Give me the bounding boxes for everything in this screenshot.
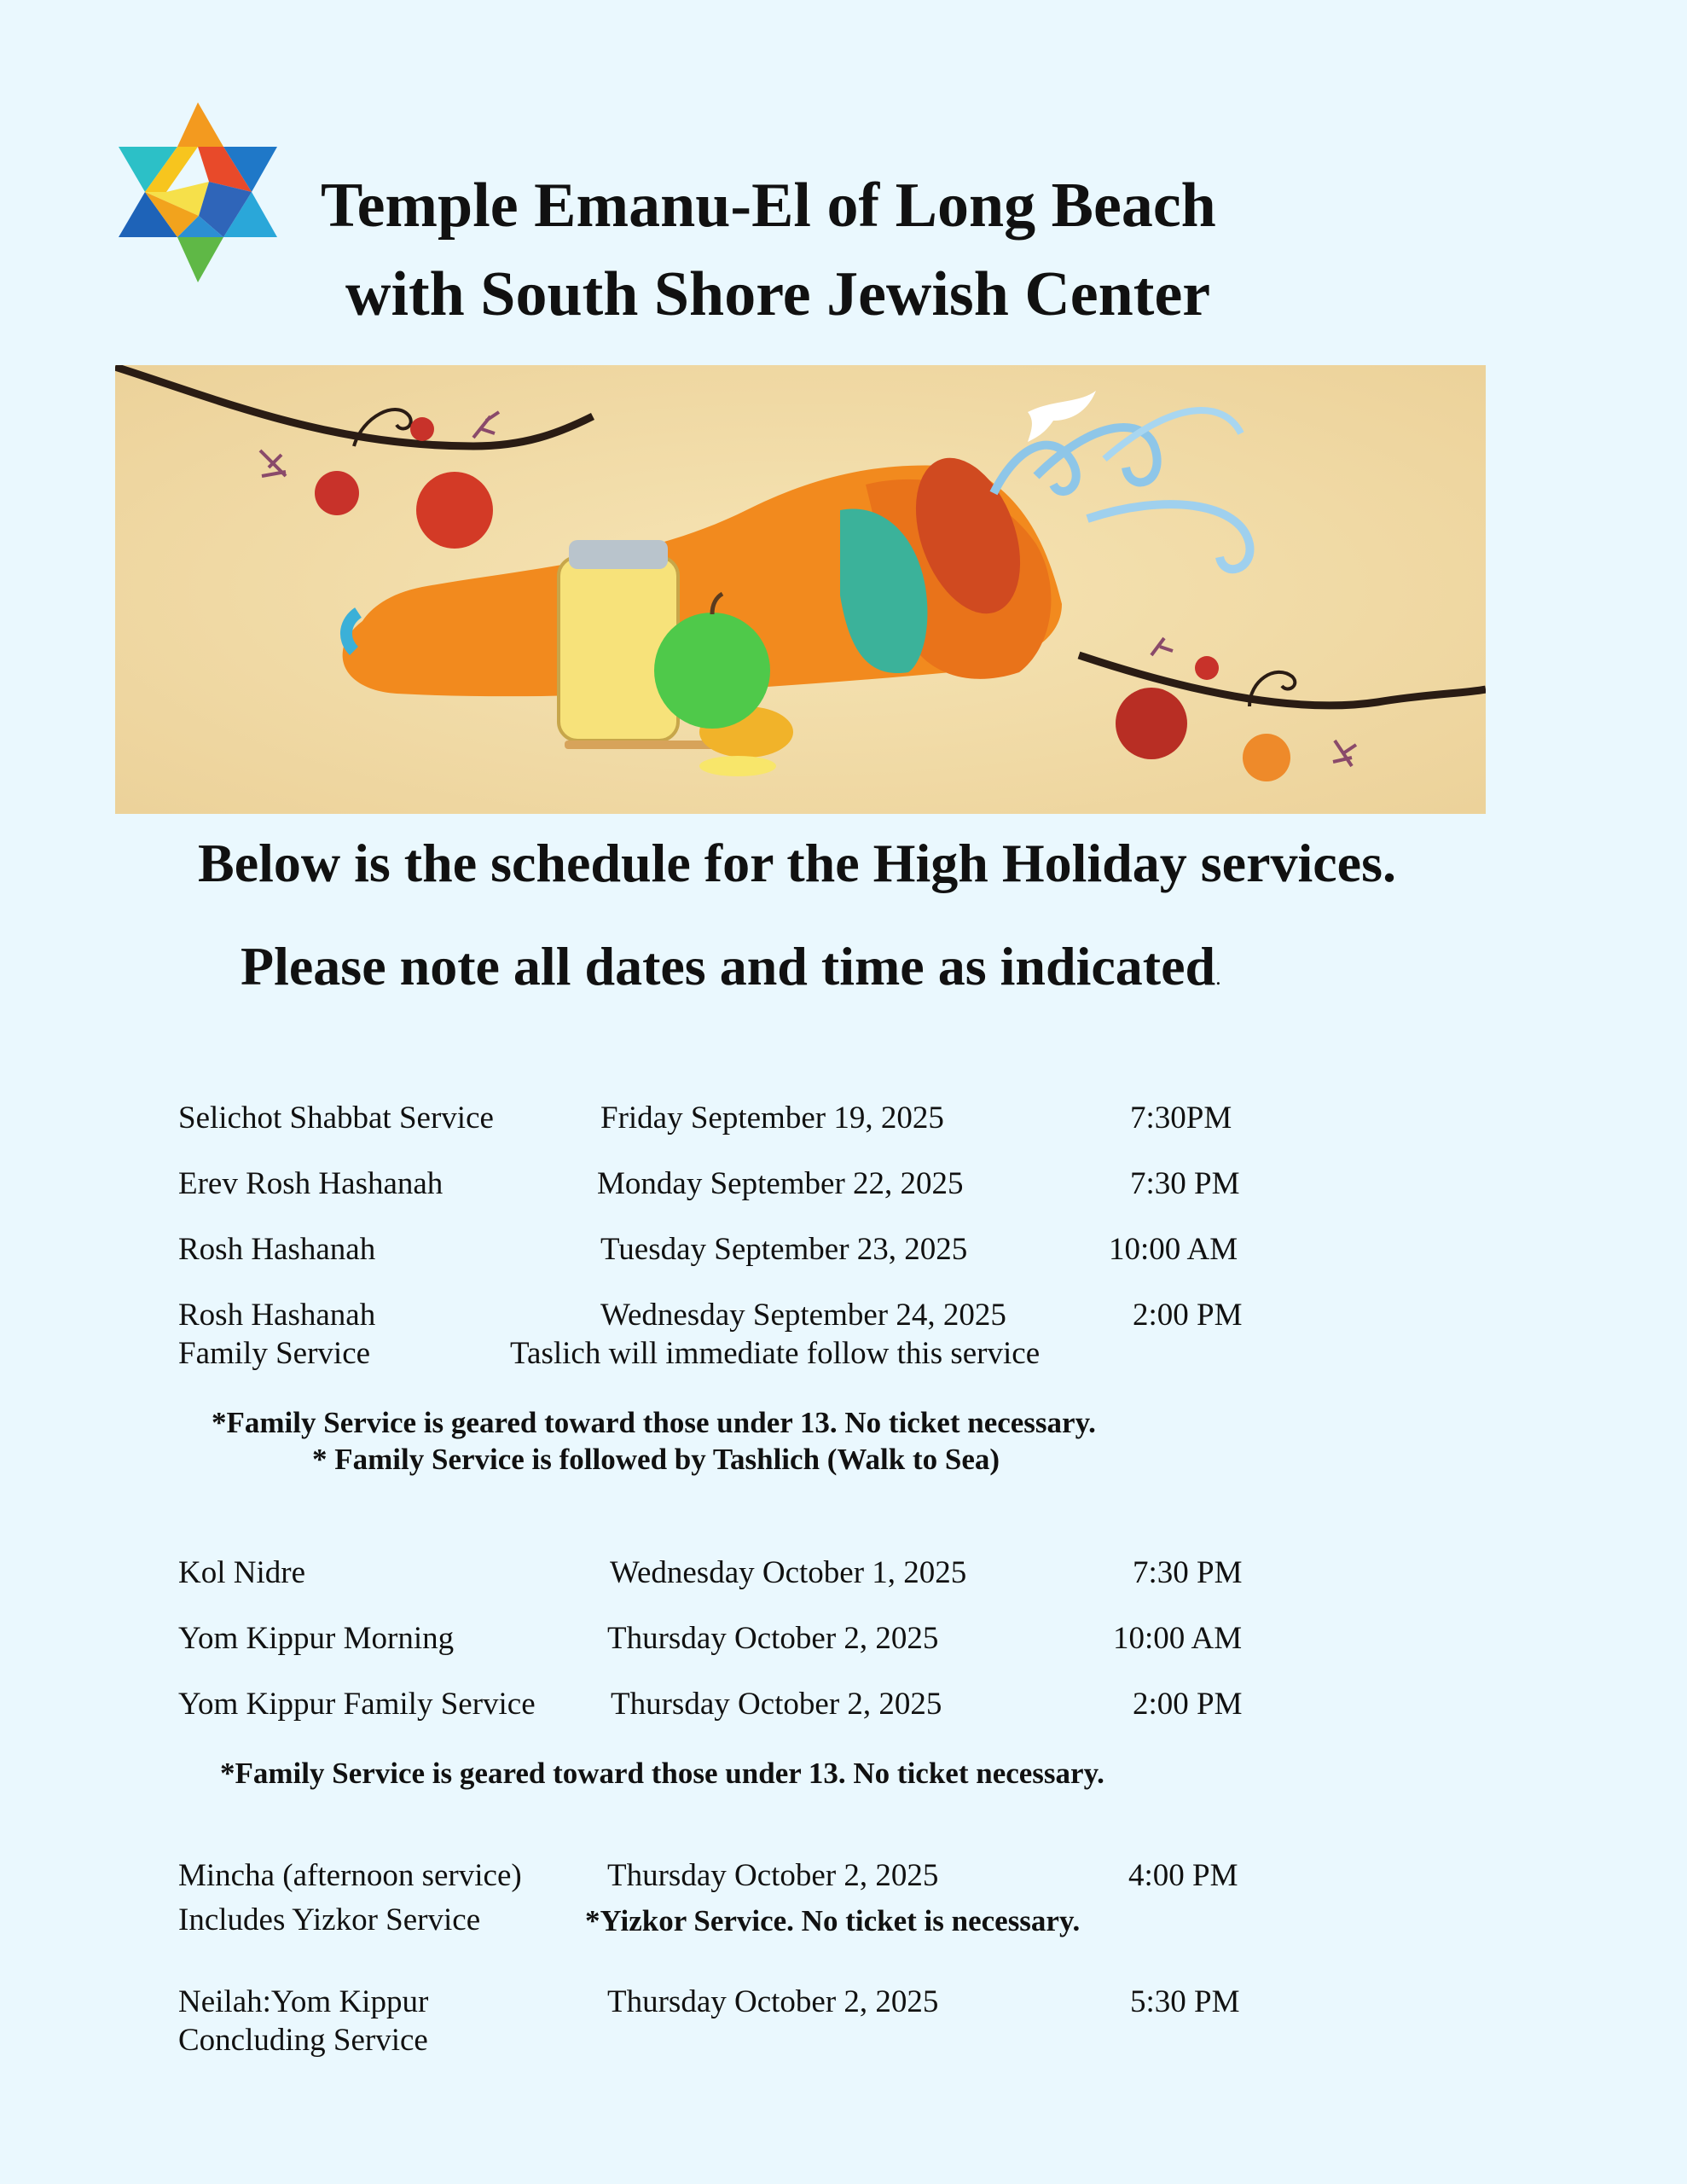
yizkor-note: *Yizkor Service. No ticket is necessary. — [585, 1904, 1081, 1937]
service-date-mincha: Thursday October 2, 2025 — [607, 1858, 939, 1893]
temple-logo-star-icon — [115, 101, 281, 284]
service-date-yom-kippur-family: Thursday October 2, 2025 — [611, 1687, 942, 1722]
service-name-mincha: Mincha (afternoon service) — [178, 1858, 522, 1893]
service-time-selichot: 7:30PM — [1130, 1101, 1232, 1136]
service-date-erev-rosh-hashanah: Monday September 22, 2025 — [597, 1166, 964, 1201]
service-name-line2-family-service: Family Service — [178, 1336, 371, 1371]
service-date-kol-nidre: Wednesday October 1, 2025 — [610, 1555, 967, 1590]
service-time-yom-kippur-family: 2:00 PM — [1133, 1687, 1243, 1722]
service-name-rosh-hashanah-family: Rosh Hashanah — [178, 1298, 376, 1333]
service-time-neilah: 5:30 PM — [1130, 1984, 1240, 2019]
page-title-line-2: with South Shore Jewish Center — [345, 259, 1211, 329]
service-date-yom-kippur-morning: Thursday October 2, 2025 — [607, 1621, 939, 1656]
tashlich-note: * Family Service is followed by Tashlich (Walk to Sea) — [312, 1443, 1000, 1476]
service-name-line2-yizkor: Includes Yizkor Service — [178, 1902, 481, 1937]
service-time-mincha: 4:00 PM — [1128, 1858, 1238, 1893]
service-name-yom-kippur-family: Yom Kippur Family Service — [178, 1687, 536, 1722]
high-holiday-banner-illustration — [115, 365, 1486, 814]
family-service-note: *Family Service is geared toward those under 13. No ticket necessary. — [212, 1406, 1096, 1439]
taslich-follow-note: Taslich will immediate follow this service — [510, 1336, 1041, 1371]
service-name-line2-concluding: Concluding Service — [178, 2023, 428, 2058]
schedule-intro-note-text: Please note all dates and time as indicated — [241, 936, 1216, 996]
service-name-rosh-hashanah: Rosh Hashanah — [178, 1232, 376, 1267]
service-name-neilah: Neilah:Yom Kippur — [178, 1984, 429, 2019]
service-name-selichot: Selichot Shabbat Service — [178, 1101, 494, 1136]
service-date-rosh-hashanah: Tuesday September 23, 2025 — [600, 1232, 968, 1267]
service-time-kol-nidre: 7:30 PM — [1133, 1555, 1243, 1590]
service-date-selichot: Friday September 19, 2025 — [600, 1101, 944, 1136]
service-date-neilah: Thursday October 2, 2025 — [607, 1984, 939, 2019]
service-time-erev-rosh-hashanah: 7:30 PM — [1130, 1166, 1240, 1201]
service-name-yom-kippur-morning: Yom Kippur Morning — [178, 1621, 455, 1656]
schedule-intro-note — [241, 936, 1221, 996]
service-time-rosh-hashanah-family: 2:00 PM — [1133, 1298, 1243, 1333]
schedule-intro-heading: Below is the schedule for the High Holiday services. — [198, 833, 1396, 893]
service-name-erev-rosh-hashanah: Erev Rosh Hashanah — [178, 1166, 443, 1201]
page-title-line-1: Temple Emanu-El of Long Beach — [321, 171, 1216, 241]
service-date-rosh-hashanah-family: Wednesday September 24, 2025 — [600, 1298, 1006, 1333]
family-service-note-2: *Family Service is geared toward those under 13. No ticket necessary. — [220, 1757, 1104, 1790]
service-time-yom-kippur-morning: 10:00 AM — [1113, 1621, 1243, 1656]
service-name-kol-nidre: Kol Nidre — [178, 1555, 305, 1590]
schedule-intro-period: . — [1215, 965, 1221, 990]
service-time-rosh-hashanah: 10:00 AM — [1109, 1232, 1238, 1267]
